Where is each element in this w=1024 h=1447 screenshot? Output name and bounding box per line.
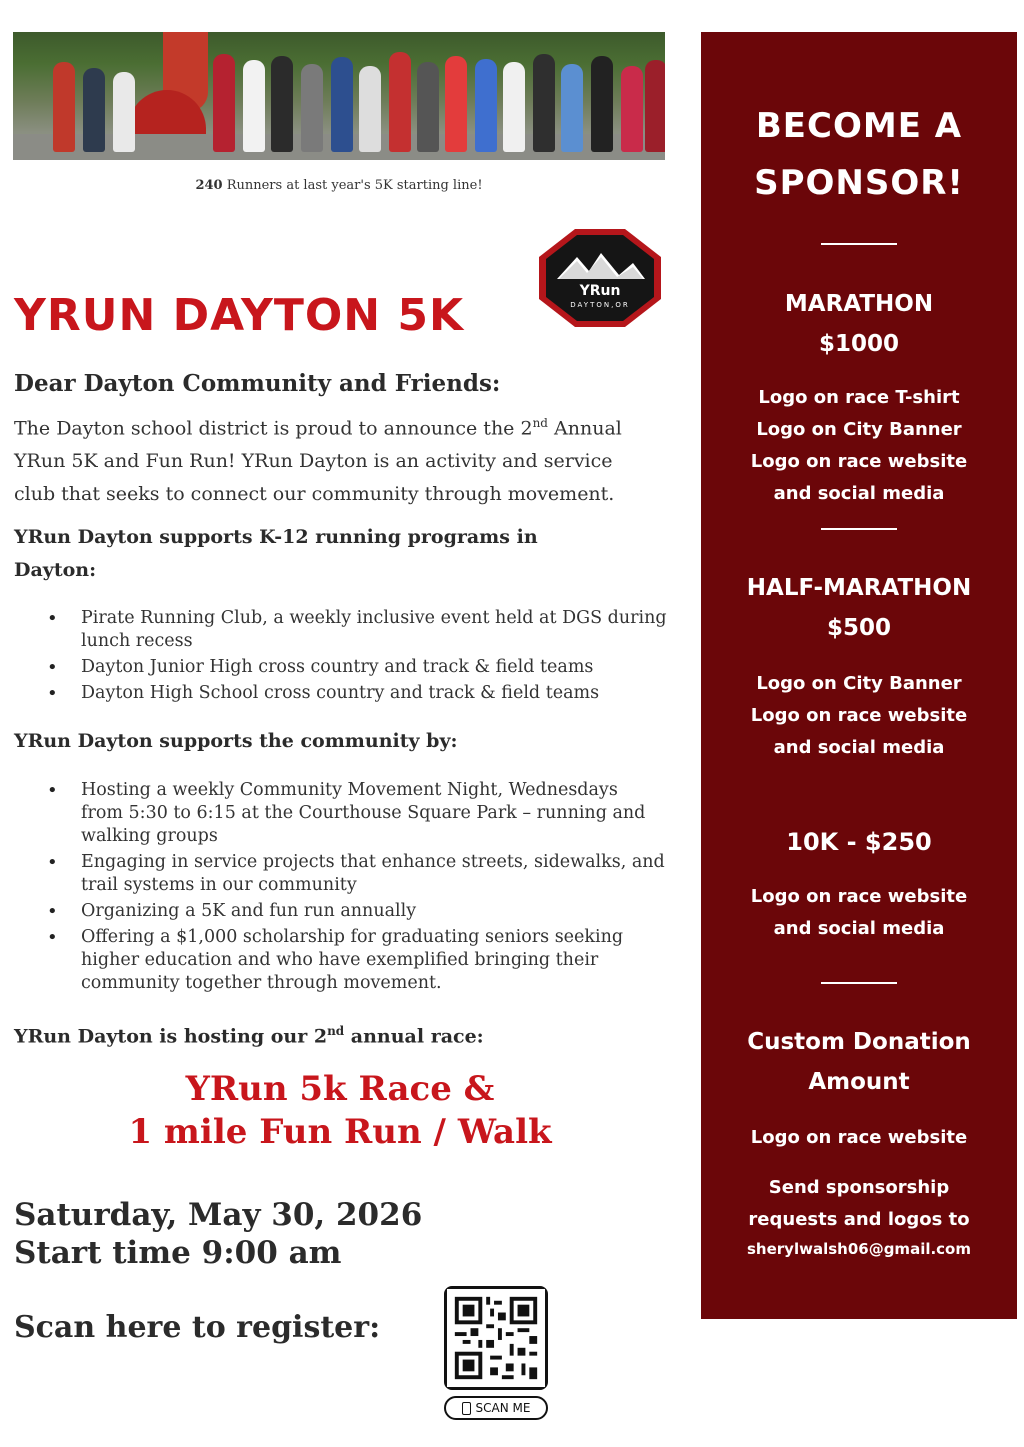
custom-benefit: Logo on race website <box>750 1127 968 1148</box>
divider <box>821 982 897 984</box>
svg-text:YRun: YRun <box>579 283 621 299</box>
list-item: • Hosting a weekly Community Movement Night, Wednesdays from 5:30 to 6:15 at the Courthouse Square Park – running and walking groups <box>14 779 694 848</box>
list-item: • Pirate Running Club, a weekly inclusive event held at DGS during lunch recess <box>14 607 694 653</box>
runners-photo <box>13 32 665 160</box>
caption-count: 240 <box>195 178 223 193</box>
10k-benefits: Logo on race website and social media <box>750 886 968 939</box>
send-sponsorship-text: Send sponsorship requests and logos to <box>748 1177 970 1230</box>
photo-caption <box>13 178 665 193</box>
register-label: Scan here to register: <box>14 1310 381 1345</box>
community-list <box>14 779 694 995</box>
sponsor-sidebar <box>701 32 1017 1319</box>
programs-heading: YRun Dayton supports K-12 running programs in Dayton: <box>14 526 538 581</box>
greeting: Dear Dayton Community and Friends: <box>14 370 501 397</box>
marathon-tier: MARATHON $1000 <box>784 291 934 357</box>
sponsor-heading: BECOME A SPONSOR! <box>754 106 964 203</box>
marathon-benefits: Logo on race T-shirt Logo on City Banner Logo on race website and social media <box>750 387 968 504</box>
yrun-dayton-logo <box>537 227 663 329</box>
intro-paragraph <box>14 407 674 511</box>
list-item: • Offering a $1,000 scholarship for graduating seniors seeking higher education and who have exemplified bringing their community together through movement. <box>14 926 694 995</box>
custom-donation-tier: Custom Donation Amount <box>747 1029 971 1095</box>
svg-text:DAYTON,OR: DAYTON,OR <box>570 301 630 309</box>
half-marathon-benefits: Logo on City Banner Logo on race website and social media <box>750 673 968 758</box>
sponsor-email-link[interactable]: sherylwalsh06@gmail.com <box>747 1240 971 1258</box>
list-item: • Dayton Junior High cross country and track & field teams <box>14 656 694 679</box>
programs-list <box>14 607 694 705</box>
list-item: • Engaging in service projects that enhance streets, sidewalks, and trail systems in our community <box>14 851 694 897</box>
divider <box>821 528 897 530</box>
phone-icon <box>462 1402 471 1415</box>
half-marathon-tier: HALF-MARATHON $500 <box>746 575 972 641</box>
page-title: YRUN DAYTON 5K <box>14 290 465 341</box>
scan-me-badge: SCAN ME <box>444 1396 548 1420</box>
divider <box>821 243 897 245</box>
race-date: Saturday, May 30, 2026 Start time 9:00 am <box>14 1197 423 1271</box>
10k-tier: 10K - $250 <box>786 828 932 856</box>
caption-text: Runners at last year's 5K starting line! <box>222 178 483 193</box>
list-item: • Dayton High School cross country and track & field teams <box>14 682 694 705</box>
list-item: • Organizing a 5K and fun run annually <box>14 900 694 923</box>
community-heading: YRun Dayton supports the community by: <box>14 730 458 752</box>
race-name: YRun 5k Race & 1 mile Fun Run / Walk <box>128 1069 552 1152</box>
intro-line-2: YRun 5K and Fun Run! YRun Dayton is an activity and service <box>14 450 613 473</box>
registration-qr-code[interactable] <box>444 1286 548 1390</box>
intro-line-3: club that seeks to connect our community through movement. <box>14 483 615 506</box>
intro-line-1: The Dayton school district is proud to announce the 2nd Annual <box>14 416 622 440</box>
hosting-line: YRun Dayton is hosting our 2nd annual race: <box>14 1024 484 1048</box>
